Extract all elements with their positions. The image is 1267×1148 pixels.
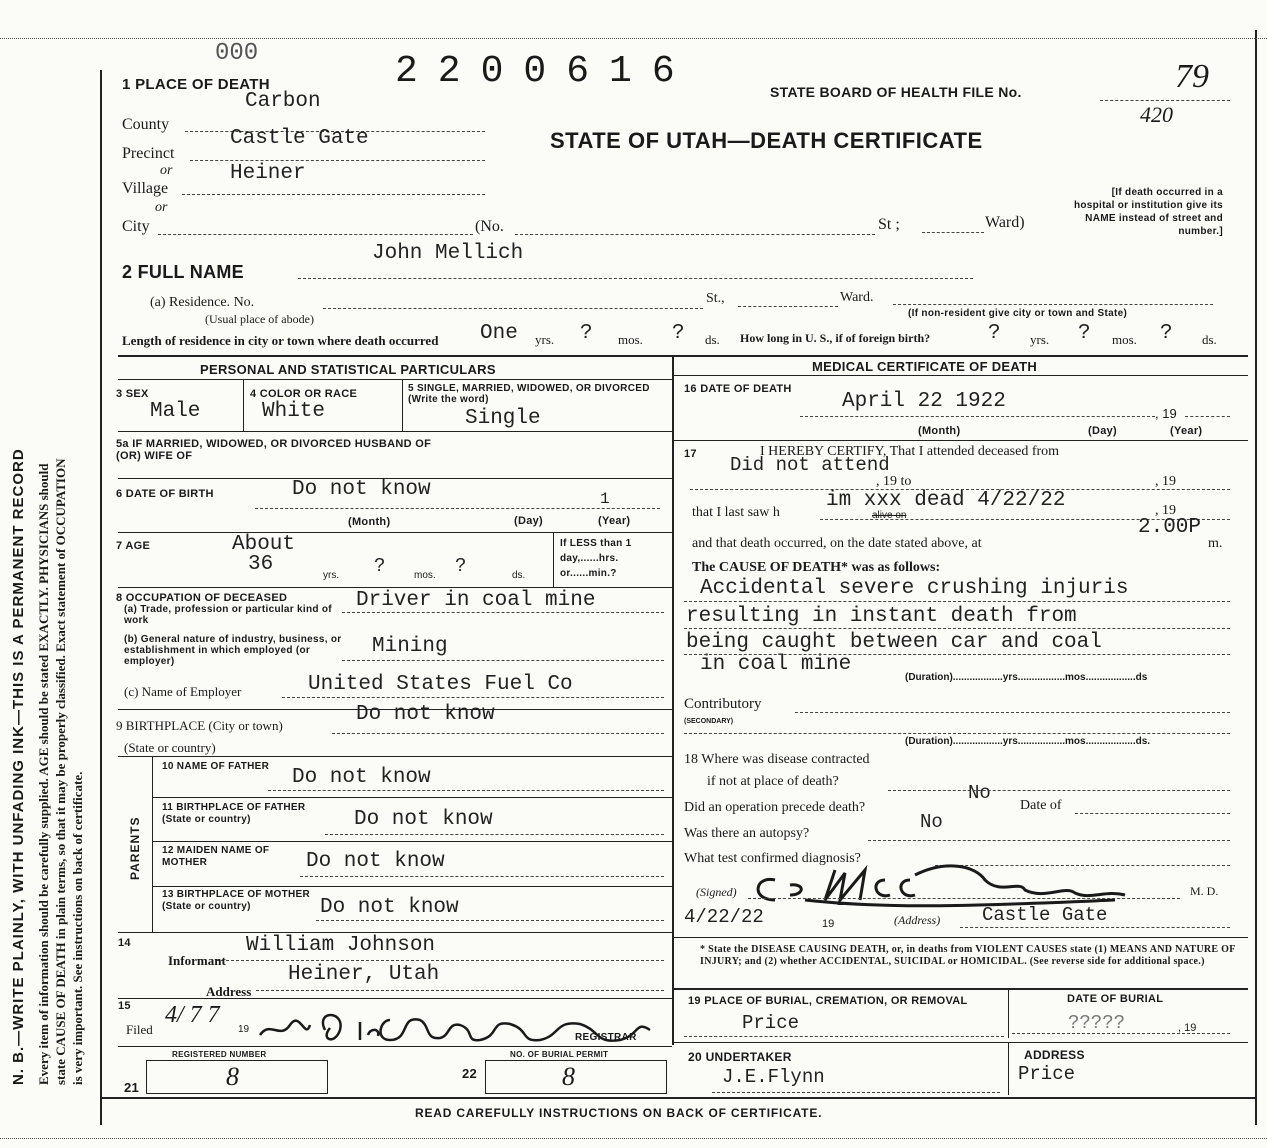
age-about: About [232,533,296,556]
informant-address-value: Heiner, Utah [288,963,440,986]
disease-contracted-value: No [968,782,991,804]
margin-instructions-2: state CAUSE OF DEATH in plain terms, so that it may be properly classified. Exact statement of OCCUPATION [53,458,68,1085]
father-birthplace-value: Do not know [354,808,493,831]
did-not-attend: Did not attend [730,454,890,476]
county-label: County [122,116,170,133]
signature-date: 4/22/22 [684,906,764,928]
time-of-death: 2.00P [1138,516,1202,539]
registered-number-value: 8 [226,1062,239,1091]
precinct-label: Precinct [122,145,175,162]
right-border [1255,30,1257,1125]
margin-notice: N. B.—WRITE PLAINLY, WITH UNFADING INK—THIS IS A PERMANENT RECORD [10,448,27,1085]
sex-value: Male [150,400,201,423]
burial-place-value: Price [742,1012,800,1034]
physician-address: Castle Gate [982,904,1108,926]
bottom-edge [0,1138,1267,1139]
residence-label: (a) Residence. No. [150,295,255,310]
place-of-death-label: 1 PLACE OF DEATH [122,76,270,93]
full-name-label: 2 FULL NAME [122,262,244,282]
color-value: White [262,400,326,423]
contributory-label: Contributory [684,696,762,712]
mother-value: Do not know [306,850,445,873]
cause-line-1: Accidental severe crushing injuris [700,577,1129,600]
employer-value: United States Fuel Co [308,673,573,696]
file-number: 79 [1175,58,1209,95]
village-value: Heiner [230,162,306,185]
margin-instructions-3: is very important. See instructions on back of certificate. [70,771,85,1085]
hospital-note: [If death occurred in a hospital or institution give its NAME instead of street and number.] [1073,187,1223,237]
footnote: * State the DISEASE CAUSING DEATH, or, in deaths from VIOLENT CAUSES state (1) MEANS AND NATURE OF INJURY; and (2) whether ACCIDENTAL, SUICIDAL or HOMICIDAL. (See reverse side for additional space.) [700,944,1236,967]
filed-date: 4/ 7 7 [165,1002,220,1028]
length-residence-label: Length of residence in city or town where death occurred [122,333,439,348]
left-border [100,70,102,1125]
full-name-value: John Mellich [372,242,524,265]
stamp-number: 000 [215,40,259,67]
cause-line-3: being caught between car and coal [686,631,1102,654]
industry-value: Mining [372,635,448,658]
age-value: 36 [248,553,274,576]
mother-birthplace-value: Do not know [320,896,459,919]
birthplace-value: Do not know [356,703,495,726]
undertaker-value: J.E.Flynn [722,1066,825,1088]
certify-label: I HEREBY CERTIFY, That I attended deceased from [760,444,1060,459]
parents-label: PARENTS [128,816,142,880]
medical-heading: MEDICAL CERTIFICATE OF DEATH [812,359,1038,374]
father-value: Do not know [292,766,431,789]
cause-line-4: in coal mine [700,653,852,676]
us-residence-label: How long in U. S., if of foreign birth? [740,331,931,345]
marital-value: Single [465,407,541,430]
top-edge [0,38,1267,39]
dob-value: Do not know [292,478,431,501]
operation-value: No [920,811,943,833]
length-residence-value: One [480,322,518,345]
occupation-value: Driver in coal mine [356,589,596,612]
burial-date-value: ????? [1068,1012,1126,1034]
precinct-value: Castle Gate [230,127,369,150]
file-number-2: 420 [1140,102,1173,127]
margin-instructions-1: Every item of information should be carefully supplied. AGE should be stated EXACTLY. PHYSICIANS should [36,463,51,1085]
undertaker-address-value: Price [1018,1063,1076,1085]
informant-value: William Johnson [246,934,436,957]
cause-line-2: resulting in instant death from [686,605,1077,628]
county-value: Carbon [245,90,321,113]
city-label: City [122,218,150,235]
village-label: Village [122,180,169,197]
cause-label: The CAUSE OF DEATH* was as follows: [692,560,941,575]
burial-permit-value: 8 [562,1062,575,1091]
last-saw-value: im xxx dead 4/22/22 [826,489,1066,512]
footer-instructions: READ CAREFULLY INSTRUCTIONS ON BACK OF CERTIFICATE. [415,1106,823,1120]
date-of-death-value: April 22 1922 [842,390,1006,413]
burial-permit-box [485,1060,667,1094]
personal-heading: PERSONAL AND STATISTICAL PARTICULARS [200,362,496,377]
certificate-title: STATE OF UTAH—DEATH CERTIFICATE [550,128,983,153]
certificate-number: 2200616 [395,50,695,93]
file-label: STATE BOARD OF HEALTH FILE No. [770,84,1022,100]
